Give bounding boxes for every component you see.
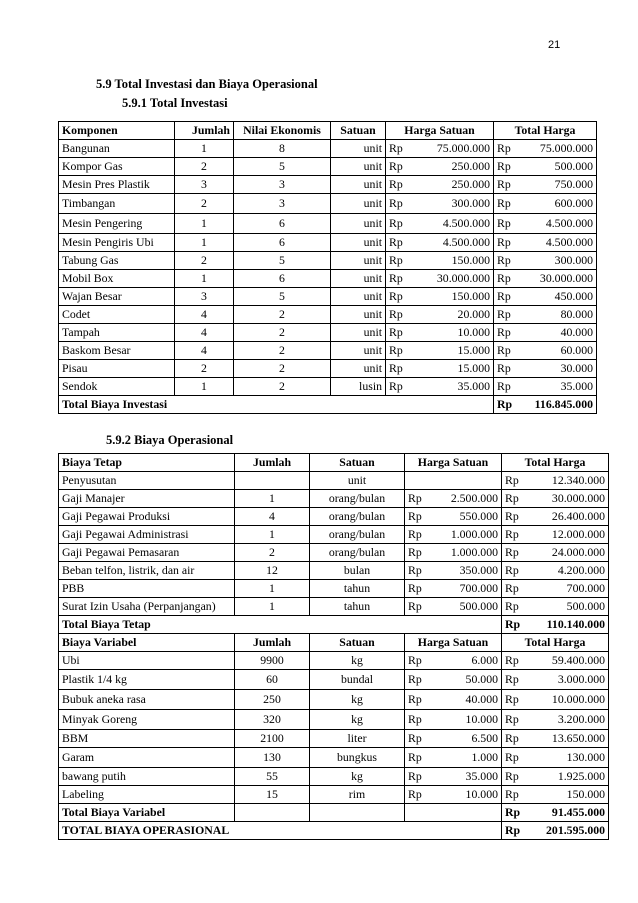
satuan-cell: unit [331, 194, 386, 214]
investment-total-row [59, 396, 597, 414]
harga-satuan-cell: 1.000.000 [435, 544, 502, 562]
currency-label: Rp [502, 690, 532, 710]
satuan-cell: unit [331, 140, 386, 158]
harga-satuan-cell: 15.000 [416, 342, 494, 360]
currency-label: Rp [386, 378, 416, 396]
investment-row [59, 234, 597, 252]
total-harga-cell: 3.000.000 [532, 670, 609, 690]
nilai-ekonomis-cell: 2 [234, 342, 331, 360]
total-harga-cell: 1.925.000 [532, 768, 609, 786]
harga-satuan-cell: 700.000 [435, 580, 502, 598]
total-value: 201.595.000 [532, 822, 609, 840]
currency-label: Rp [494, 270, 524, 288]
header-satuan: Satuan [310, 454, 405, 472]
satuan-cell: orang/bulan [310, 544, 405, 562]
total-harga-cell: 130.000 [532, 748, 609, 768]
biaya-cell: BBM [59, 730, 235, 748]
currency-label: Rp [405, 562, 435, 580]
biaya-cell: Bubuk aneka rasa [59, 690, 235, 710]
operational-row [59, 652, 609, 670]
jumlah-cell: 1 [175, 214, 234, 234]
operational-row [59, 598, 609, 616]
satuan-cell: tahun [310, 598, 405, 616]
komponen-cell: Mesin Pengiris Ubi [59, 234, 175, 252]
currency-label: Rp [502, 748, 532, 768]
satuan-cell: unit [331, 214, 386, 234]
header-total-harga: Total Harga [502, 454, 609, 472]
nilai-ekonomis-cell: 6 [234, 270, 331, 288]
total-harga-cell: 30.000.000 [532, 490, 609, 508]
header-satuan: Satuan [310, 634, 405, 652]
jumlah-cell: 1 [235, 580, 310, 598]
jumlah-cell: 4 [175, 342, 234, 360]
harga-satuan-cell: 550.000 [435, 508, 502, 526]
header-jumlah: Jumlah [175, 122, 234, 140]
total-harga-cell: 30.000.000 [524, 270, 597, 288]
currency-label: Rp [386, 288, 416, 306]
total-harga-cell: 75.000.000 [524, 140, 597, 158]
satuan-cell: unit [331, 158, 386, 176]
operational-row [59, 508, 609, 526]
currency-label: Rp [386, 158, 416, 176]
empty-cell [405, 472, 435, 490]
biaya-cell: Gaji Pegawai Administrasi [59, 526, 235, 544]
currency-label: Rp [405, 730, 435, 748]
currency-label: Rp [502, 598, 532, 616]
operational-row [59, 670, 609, 690]
total-harga-cell: 35.000 [524, 378, 597, 396]
komponen-cell: Bangunan [59, 140, 175, 158]
operational-row [59, 526, 609, 544]
currency-label: Rp [386, 140, 416, 158]
total-harga-cell: 4.200.000 [532, 562, 609, 580]
total-harga-cell: 4.500.000 [524, 214, 597, 234]
biaya-cell: bawang putih [59, 768, 235, 786]
nilai-ekonomis-cell: 6 [234, 234, 331, 252]
operational-row [59, 490, 609, 508]
satuan-cell: unit [331, 342, 386, 360]
harga-satuan-cell: 10.000 [435, 710, 502, 730]
satuan-cell: kg [310, 690, 405, 710]
jumlah-cell: 4 [175, 306, 234, 324]
jumlah-cell: 320 [235, 710, 310, 730]
satuan-cell: tahun [310, 580, 405, 598]
nilai-ekonomis-cell: 2 [234, 360, 331, 378]
satuan-cell: liter [310, 730, 405, 748]
satuan-cell: lusin [331, 378, 386, 396]
jumlah-cell: 2 [175, 194, 234, 214]
operational-row [59, 748, 609, 768]
currency-label: Rp [405, 652, 435, 670]
biaya-cell: Beban telfon, listrik, dan air [59, 562, 235, 580]
harga-satuan-cell: 300.000 [416, 194, 494, 214]
nilai-ekonomis-cell: 6 [234, 214, 331, 234]
currency-label: Rp [386, 342, 416, 360]
biaya-cell: Garam [59, 748, 235, 768]
biaya-cell: Surat Izin Usaha (Perpanjangan) [59, 598, 235, 616]
currency-label: Rp [502, 580, 532, 598]
komponen-cell: Mesin Pengering [59, 214, 175, 234]
biaya-cell: Penyusutan [59, 472, 235, 490]
currency-label: Rp [502, 652, 532, 670]
satuan-cell: bulan [310, 562, 405, 580]
currency-label: Rp [494, 176, 524, 194]
currency-label: Rp [502, 526, 532, 544]
currency-label: Rp [405, 768, 435, 786]
harga-satuan-cell: 2.500.000 [435, 490, 502, 508]
operational-row [59, 690, 609, 710]
total-harga-cell: 700.000 [532, 580, 609, 598]
biaya-cell: PBB [59, 580, 235, 598]
biaya-cell: Labeling [59, 786, 235, 804]
komponen-cell: Codet [59, 306, 175, 324]
currency-label: Rp [494, 252, 524, 270]
satuan-cell: unit [331, 360, 386, 378]
satuan-cell: rim [310, 786, 405, 804]
jumlah-cell: 4 [235, 508, 310, 526]
harga-satuan-cell: 75.000.000 [416, 140, 494, 158]
currency-label: Rp [494, 288, 524, 306]
operational-row [59, 472, 609, 490]
grand-total-row [59, 822, 609, 840]
harga-satuan-cell: 1.000 [435, 748, 502, 768]
investment-row [59, 270, 597, 288]
total-value: 91.455.000 [532, 804, 609, 822]
currency-label: Rp [494, 234, 524, 252]
total-harga-cell: 24.000.000 [532, 544, 609, 562]
jumlah-cell: 1 [175, 378, 234, 396]
currency-label: Rp [494, 324, 524, 342]
komponen-cell: Mesin Pres Plastik [59, 176, 175, 194]
nilai-ekonomis-cell: 5 [234, 288, 331, 306]
jumlah-cell: 2 [175, 158, 234, 176]
jumlah-cell: 130 [235, 748, 310, 768]
investment-row [59, 140, 597, 158]
header-nilai-ekonomis: Nilai Ekonomis [234, 122, 331, 140]
header-biaya: Biaya Tetap [59, 454, 235, 472]
currency-label: Rp [494, 396, 524, 414]
nilai-ekonomis-cell: 2 [234, 324, 331, 342]
total-harga-cell: 13.650.000 [532, 730, 609, 748]
currency-label: Rp [494, 158, 524, 176]
biaya-cell: Gaji Pegawai Pemasaran [59, 544, 235, 562]
satuan-cell: orang/bulan [310, 526, 405, 544]
currency-label: Rp [386, 194, 416, 214]
komponen-cell: Wajan Besar [59, 288, 175, 306]
operational-row [59, 710, 609, 730]
komponen-cell: Kompor Gas [59, 158, 175, 176]
total-harga-cell: 4.500.000 [524, 234, 597, 252]
currency-label: Rp [494, 342, 524, 360]
currency-label: Rp [502, 804, 532, 822]
section-title: 5.9 Total Investasi dan Biaya Operasional [96, 77, 318, 91]
currency-label: Rp [405, 580, 435, 598]
komponen-cell: Tabung Gas [59, 252, 175, 270]
harga-satuan-cell: 30.000.000 [416, 270, 494, 288]
operational-row [59, 786, 609, 804]
harga-satuan-cell: 35.000 [435, 768, 502, 786]
nilai-ekonomis-cell: 8 [234, 140, 331, 158]
page-number: 21 [548, 39, 561, 51]
komponen-cell: Pisau [59, 360, 175, 378]
satuan-cell: unit [331, 306, 386, 324]
jumlah-cell: 3 [175, 176, 234, 194]
total-harga-cell: 12.000.000 [532, 526, 609, 544]
currency-label: Rp [502, 710, 532, 730]
operational-row [59, 730, 609, 748]
total-harga-cell: 600.000 [524, 194, 597, 214]
total-harga-cell: 750.000 [524, 176, 597, 194]
jumlah-cell: 2 [235, 544, 310, 562]
harga-satuan-cell: 6.000 [435, 652, 502, 670]
komponen-cell: Mobil Box [59, 270, 175, 288]
header-total-harga: Total Harga [494, 122, 597, 140]
header-total-harga: Total Harga [502, 634, 609, 652]
investment-total-label: Total Biaya Investasi [59, 396, 494, 414]
jumlah-cell: 12 [235, 562, 310, 580]
investment-row [59, 288, 597, 306]
harga-satuan-cell: 250.000 [416, 176, 494, 194]
total-harga-cell: 80.000 [524, 306, 597, 324]
jumlah-cell: 1 [175, 234, 234, 252]
currency-label: Rp [405, 748, 435, 768]
jumlah-cell: 1 [235, 490, 310, 508]
biaya-cell: Gaji Pegawai Produksi [59, 508, 235, 526]
satuan-cell: unit [331, 234, 386, 252]
currency-label: Rp [494, 194, 524, 214]
header-jumlah: Jumlah [235, 634, 310, 652]
variable-cost-total-row [59, 804, 609, 822]
currency-label: Rp [386, 270, 416, 288]
harga-satuan-cell: 50.000 [435, 670, 502, 690]
total-harga-cell: 59.400.000 [532, 652, 609, 670]
harga-satuan-cell: 6.500 [435, 730, 502, 748]
total-harga-cell: 10.000.000 [532, 690, 609, 710]
harga-satuan-cell: 150.000 [416, 252, 494, 270]
total-harga-cell: 12.340.000 [532, 472, 609, 490]
currency-label: Rp [386, 306, 416, 324]
currency-label: Rp [502, 730, 532, 748]
komponen-cell: Baskom Besar [59, 342, 175, 360]
nilai-ekonomis-cell: 5 [234, 158, 331, 176]
total-label: Total Biaya Variabel [59, 804, 235, 822]
currency-label: Rp [405, 710, 435, 730]
satuan-cell: bundal [310, 670, 405, 690]
nilai-ekonomis-cell: 2 [234, 306, 331, 324]
nilai-ekonomis-cell: 2 [234, 378, 331, 396]
currency-label: Rp [502, 562, 532, 580]
investment-row [59, 194, 597, 214]
currency-label: Rp [405, 526, 435, 544]
jumlah-cell: 2 [175, 360, 234, 378]
nilai-ekonomis-cell: 5 [234, 252, 331, 270]
currency-label: Rp [386, 360, 416, 378]
jumlah-cell [235, 472, 310, 490]
biaya-cell: Gaji Manajer [59, 490, 235, 508]
harga-satuan-cell [435, 472, 502, 490]
jumlah-cell: 1 [235, 598, 310, 616]
currency-label: Rp [494, 360, 524, 378]
operational-row [59, 562, 609, 580]
biaya-cell: Ubi [59, 652, 235, 670]
currency-label: Rp [405, 786, 435, 804]
satuan-cell: orang/bulan [310, 490, 405, 508]
jumlah-cell: 1 [235, 526, 310, 544]
investment-header-row [59, 122, 597, 140]
satuan-cell: unit [310, 472, 405, 490]
nilai-ekonomis-cell: 3 [234, 176, 331, 194]
investment-row [59, 158, 597, 176]
currency-label: Rp [405, 544, 435, 562]
total-value: 110.140.000 [532, 616, 609, 634]
satuan-cell: kg [310, 710, 405, 730]
currency-label: Rp [502, 544, 532, 562]
currency-label: Rp [502, 670, 532, 690]
currency-label: Rp [502, 472, 532, 490]
satuan-cell: unit [331, 324, 386, 342]
total-label: TOTAL BIAYA OPERASIONAL [59, 822, 502, 840]
jumlah-cell: 1 [175, 140, 234, 158]
harga-satuan-cell: 20.000 [416, 306, 494, 324]
fixed-cost-total-row [59, 616, 609, 634]
jumlah-cell: 60 [235, 670, 310, 690]
fixed-cost-header-row [59, 454, 609, 472]
currency-label: Rp [386, 252, 416, 270]
jumlah-cell: 250 [235, 690, 310, 710]
investment-table [58, 121, 597, 414]
total-harga-cell: 500.000 [532, 598, 609, 616]
jumlah-cell: 55 [235, 768, 310, 786]
biaya-cell: Minyak Goreng [59, 710, 235, 730]
currency-label: Rp [386, 176, 416, 194]
harga-satuan-cell: 35.000 [416, 378, 494, 396]
investment-row [59, 252, 597, 270]
currency-label: Rp [502, 768, 532, 786]
investment-row [59, 324, 597, 342]
harga-satuan-cell: 150.000 [416, 288, 494, 306]
currency-label: Rp [405, 490, 435, 508]
operational-row [59, 544, 609, 562]
investment-row [59, 342, 597, 360]
harga-satuan-cell: 500.000 [435, 598, 502, 616]
currency-label: Rp [405, 598, 435, 616]
satuan-cell: kg [310, 768, 405, 786]
harga-satuan-cell: 4.500.000 [416, 214, 494, 234]
satuan-cell: unit [331, 176, 386, 194]
jumlah-cell: 9900 [235, 652, 310, 670]
komponen-cell: Sendok [59, 378, 175, 396]
investment-total-value: 116.845.000 [524, 396, 597, 414]
investment-row [59, 360, 597, 378]
jumlah-cell: 3 [175, 288, 234, 306]
total-harga-cell: 40.000 [524, 324, 597, 342]
jumlah-cell: 2100 [235, 730, 310, 748]
total-harga-cell: 60.000 [524, 342, 597, 360]
total-harga-cell: 30.000 [524, 360, 597, 378]
header-jumlah: Jumlah [235, 454, 310, 472]
harga-satuan-cell: 40.000 [435, 690, 502, 710]
satuan-cell: orang/bulan [310, 508, 405, 526]
total-harga-cell: 26.400.000 [532, 508, 609, 526]
operational-row [59, 580, 609, 598]
subsection-operasional-title: 5.9.2 Biaya Operasional [106, 433, 234, 447]
currency-label: Rp [386, 214, 416, 234]
komponen-cell: Tampah [59, 324, 175, 342]
harga-satuan-cell: 1.000.000 [435, 526, 502, 544]
total-harga-cell: 450.000 [524, 288, 597, 306]
currency-label: Rp [502, 490, 532, 508]
harga-satuan-cell: 4.500.000 [416, 234, 494, 252]
harga-satuan-cell: 15.000 [416, 360, 494, 378]
harga-satuan-cell: 10.000 [435, 786, 502, 804]
operational-row [59, 768, 609, 786]
total-harga-cell: 300.000 [524, 252, 597, 270]
currency-label: Rp [386, 234, 416, 252]
total-label: Total Biaya Tetap [59, 616, 502, 634]
currency-label: Rp [494, 378, 524, 396]
variable-cost-header-row [59, 634, 609, 652]
investment-row [59, 214, 597, 234]
header-harga-satuan: Harga Satuan [405, 454, 502, 472]
currency-label: Rp [405, 670, 435, 690]
jumlah-cell: 15 [235, 786, 310, 804]
jumlah-cell: 1 [175, 270, 234, 288]
currency-label: Rp [494, 306, 524, 324]
satuan-cell: kg [310, 652, 405, 670]
harga-satuan-cell: 250.000 [416, 158, 494, 176]
harga-satuan-cell: 10.000 [416, 324, 494, 342]
currency-label: Rp [502, 508, 532, 526]
total-harga-cell: 500.000 [524, 158, 597, 176]
total-harga-cell: 150.000 [532, 786, 609, 804]
satuan-cell: unit [331, 288, 386, 306]
total-harga-cell: 3.200.000 [532, 710, 609, 730]
header-harga-satuan: Harga Satuan [405, 634, 502, 652]
currency-label: Rp [494, 140, 524, 158]
investment-row [59, 176, 597, 194]
header-harga-satuan: Harga Satuan [386, 122, 494, 140]
satuan-cell: unit [331, 270, 386, 288]
jumlah-cell: 4 [175, 324, 234, 342]
header-komponen: Komponen [59, 122, 175, 140]
nilai-ekonomis-cell: 3 [234, 194, 331, 214]
currency-label: Rp [494, 214, 524, 234]
currency-label: Rp [405, 690, 435, 710]
satuan-cell: bungkus [310, 748, 405, 768]
subsection-investasi-title: 5.9.1 Total Investasi [122, 96, 228, 110]
currency-label: Rp [502, 786, 532, 804]
currency-label: Rp [386, 324, 416, 342]
investment-row [59, 378, 597, 396]
operational-table [58, 453, 609, 840]
investment-row [59, 306, 597, 324]
currency-label: Rp [502, 616, 532, 634]
harga-satuan-cell: 350.000 [435, 562, 502, 580]
header-biaya: Biaya Variabel [59, 634, 235, 652]
header-satuan: Satuan [331, 122, 386, 140]
komponen-cell: Timbangan [59, 194, 175, 214]
jumlah-cell: 2 [175, 252, 234, 270]
currency-label: Rp [405, 508, 435, 526]
currency-label: Rp [502, 822, 532, 840]
satuan-cell: unit [331, 252, 386, 270]
biaya-cell: Plastik 1/4 kg [59, 670, 235, 690]
